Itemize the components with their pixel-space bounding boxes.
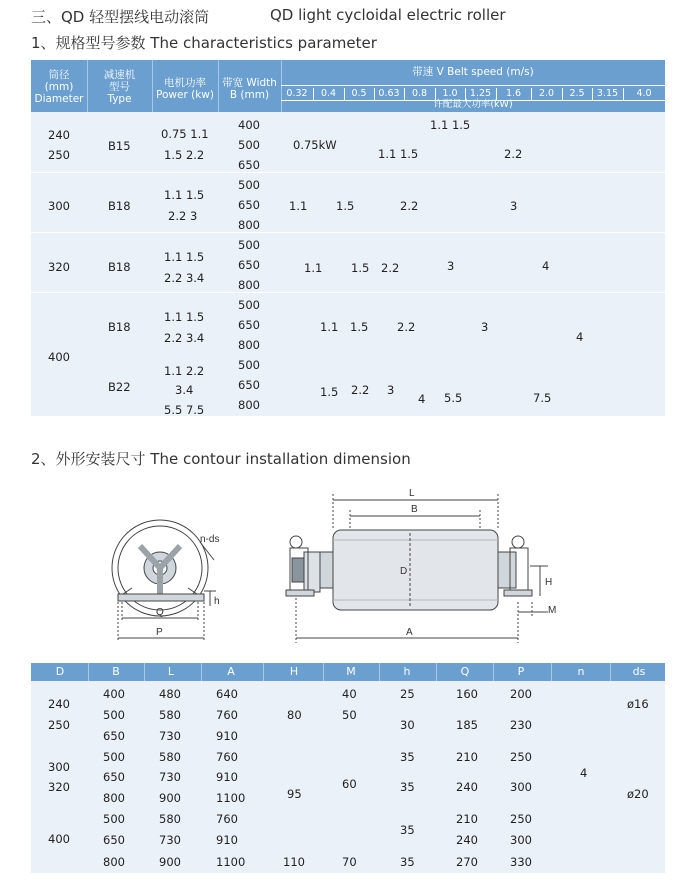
width-value: 500 — [238, 358, 260, 372]
b-value: 400 — [103, 687, 125, 701]
diameter-value: 320 — [48, 260, 70, 274]
b-value: 500 — [103, 812, 125, 826]
q-value: 240 — [456, 780, 478, 794]
width-value: 800 — [238, 398, 260, 412]
header-diameter: 筒径 (mm) Diameter — [34, 69, 84, 105]
label-h-small: h — [214, 596, 220, 607]
q-value: 210 — [456, 812, 478, 826]
h-small-value: 35 — [400, 823, 415, 837]
label-l: L — [409, 488, 415, 499]
ds-value: ø20 — [627, 787, 649, 801]
label-n-ds: n-ds — [200, 534, 220, 545]
label-m: M — [548, 605, 557, 616]
table2-header-q: Q — [460, 665, 470, 678]
label-q: Q — [156, 607, 164, 618]
power-at-speed: 1.1 1.5 — [378, 147, 419, 161]
label-d: D — [400, 566, 408, 577]
ds-value: ø16 — [627, 697, 649, 711]
power-at-speed: 0.75kW — [293, 138, 337, 152]
l-value: 900 — [159, 855, 181, 869]
power-at-speed: 5.5 — [444, 391, 463, 405]
l-value: 730 — [159, 729, 181, 743]
m-value: 40 — [342, 687, 357, 701]
speed-header-cell: 0.32 — [286, 88, 308, 99]
table2-header-h: H — [289, 665, 299, 678]
table2-header-b: B — [112, 665, 120, 678]
label-b: B — [411, 504, 418, 515]
width-value: 500 — [238, 298, 260, 312]
label-h: H — [545, 577, 553, 588]
width-value: 800 — [238, 278, 260, 292]
power-value: 2.2 3.4 — [164, 271, 205, 285]
q-value: 160 — [456, 687, 478, 701]
table2-header-l: L — [167, 665, 175, 678]
header-width: 带宽 Width B (mm) — [222, 77, 277, 101]
power-at-speed: 3 — [481, 320, 489, 334]
table2-header-ds: ds — [632, 665, 646, 678]
a-value: 910 — [216, 770, 238, 784]
l-value: 580 — [159, 708, 181, 722]
diameter-value: 400 — [48, 350, 70, 364]
a-value: 910 — [216, 833, 238, 847]
width-value: 800 — [238, 218, 260, 232]
power-at-speed: 1.5 — [350, 320, 369, 334]
width-value: 400 — [238, 118, 260, 132]
power-value: 5.5 7.5 — [164, 403, 205, 417]
installation-dimension-table — [31, 663, 665, 873]
h-small-value: 30 — [400, 718, 415, 732]
power-at-speed: 4 — [418, 392, 426, 406]
p-value: 200 — [510, 687, 532, 701]
header-power: 电机功率 Power (kw) — [156, 77, 214, 101]
b-value: 500 — [103, 708, 125, 722]
speed-header-cell: 2.5 — [569, 88, 585, 99]
b-value: 650 — [103, 770, 125, 784]
power-value: 1.1 2.2 — [164, 364, 205, 378]
diameter-value: 240 — [48, 128, 70, 142]
width-value: 500 — [238, 178, 260, 192]
h-small-value: 35 — [400, 855, 415, 869]
power-at-speed: 1.5 — [351, 261, 370, 275]
p-value: 330 — [510, 855, 532, 869]
power-at-speed: 2.2 — [351, 383, 370, 397]
speed-header-cell: 2.0 — [538, 88, 555, 99]
l-value: 730 — [159, 833, 181, 847]
header-max-power: 许配最大功率(kW) — [433, 99, 513, 110]
q-value: 185 — [456, 718, 478, 732]
width-value: 500 — [238, 238, 260, 252]
type-value: B18 — [108, 260, 131, 274]
power-at-speed: 4 — [542, 259, 550, 273]
section2-heading: 2、外形安装尺寸 The contour installation dimension — [31, 450, 411, 468]
speed-header-cell: 1.25 — [469, 88, 492, 99]
type-value: B18 — [108, 320, 131, 334]
table2-header-d: D — [55, 665, 65, 678]
width-value: 650 — [238, 198, 260, 212]
q-value: 270 — [456, 855, 478, 869]
b-value: 650 — [103, 833, 125, 847]
speed-header-cell: 0.8 — [411, 88, 428, 99]
width-value: 650 — [238, 158, 260, 172]
p-value: 300 — [510, 833, 532, 847]
power-at-speed: 1.1 — [320, 320, 339, 334]
a-value: 1100 — [216, 855, 246, 869]
a-value: 640 — [216, 687, 238, 701]
width-value: 500 — [238, 138, 260, 152]
l-value: 900 — [159, 791, 181, 805]
width-value: 800 — [238, 338, 260, 352]
side-view-drawing — [286, 494, 548, 643]
d-value: 300 — [48, 760, 70, 774]
l-value: 580 — [159, 750, 181, 764]
q-value: 240 — [456, 833, 478, 847]
installation-drawing — [100, 478, 580, 653]
type-value: B15 — [108, 139, 131, 153]
power-at-speed: 3 — [510, 199, 518, 213]
power-value: 1.1 1.5 — [164, 188, 205, 202]
m-value: 50 — [342, 708, 357, 722]
characteristics-table — [31, 60, 665, 416]
power-at-speed: 4 — [576, 330, 584, 344]
power-value: 2.2 3 — [168, 209, 198, 223]
width-value: 650 — [238, 378, 260, 392]
speed-header-cell: 0.63 — [378, 88, 400, 99]
power-at-speed: 1.1 — [304, 261, 323, 275]
header-belt-speed: 带速 V Belt speed (m/s) — [412, 66, 534, 78]
a-value: 760 — [216, 812, 238, 826]
power-at-speed: 7.5 — [533, 391, 552, 405]
q-value: 210 — [456, 750, 478, 764]
table2-header-m: M — [346, 665, 356, 678]
type-value: B22 — [108, 380, 131, 394]
m-value: 60 — [342, 777, 357, 791]
l-value: 580 — [159, 812, 181, 826]
h-value: 80 — [287, 708, 302, 722]
p-value: 250 — [510, 750, 532, 764]
table2-header-n: n — [577, 665, 585, 678]
l-value: 730 — [159, 770, 181, 784]
d-value: 250 — [48, 718, 70, 732]
power-at-speed: 1.5 — [336, 199, 355, 213]
speed-header-cell: 4.0 — [636, 88, 652, 99]
label-p: P — [156, 627, 163, 638]
power-at-speed: 1.5 — [320, 385, 339, 399]
h-value: 95 — [287, 787, 302, 801]
speed-header-cell: 1.6 — [505, 88, 522, 99]
b-value: 800 — [103, 855, 125, 869]
table2-header-p: P — [517, 665, 525, 678]
power-value: 3.4 — [175, 383, 194, 397]
p-value: 250 — [510, 812, 532, 826]
power-at-speed: 2.2 — [397, 320, 416, 334]
table2-header-h: h — [403, 665, 411, 678]
h-small-value: 35 — [400, 750, 415, 764]
d-value: 320 — [48, 780, 70, 794]
l-value: 480 — [159, 687, 181, 701]
b-value: 800 — [103, 791, 125, 805]
speed-header-cell: 1.0 — [442, 88, 458, 99]
power-value: 1.1 1.5 — [164, 250, 205, 264]
p-value: 300 — [510, 780, 532, 794]
m-value: 70 — [342, 855, 357, 869]
speed-header-cell: 0.5 — [351, 88, 367, 99]
power-value: 1.1 1.5 — [164, 310, 205, 324]
width-value: 650 — [238, 258, 260, 272]
page-title-cn: 三、QD 轻型摆线电动滚筒 — [31, 8, 210, 26]
b-value: 650 — [103, 729, 125, 743]
power-at-speed: 1.1 — [289, 199, 308, 213]
width-value: 650 — [238, 318, 260, 332]
h-value: 110 — [283, 855, 305, 869]
a-value: 760 — [216, 750, 238, 764]
h-small-value: 35 — [400, 780, 415, 794]
power-at-speed: 2.2 — [381, 261, 400, 275]
speed-header-cell: 0.4 — [320, 88, 337, 99]
power-at-speed: 1.1 1.5 — [430, 118, 471, 132]
h-small-value: 25 — [400, 687, 415, 701]
page-title-en: QD light cycloidal electric roller — [270, 6, 506, 24]
section1-heading: 1、规格型号参数 The characteristics parameter — [31, 34, 377, 52]
diameter-value: 300 — [48, 199, 70, 213]
d-value: 240 — [48, 697, 70, 711]
power-at-speed: 2.2 — [400, 199, 419, 213]
power-value: 0.75 1.1 — [161, 127, 209, 141]
a-value: 910 — [216, 729, 238, 743]
n-value: 4 — [580, 766, 588, 780]
d-value: 400 — [48, 832, 70, 846]
diameter-value: 250 — [48, 148, 70, 162]
speed-header-cell: 3.15 — [596, 88, 619, 99]
a-value: 1100 — [216, 791, 246, 805]
header-type: 减速机 型号 Type — [103, 69, 136, 105]
power-at-speed: 3 — [447, 259, 455, 273]
b-value: 500 — [103, 750, 125, 764]
power-at-speed: 3 — [387, 383, 395, 397]
power-value: 2.2 3.4 — [164, 331, 205, 345]
power-value: 1.5 2.2 — [164, 148, 205, 162]
label-a: A — [406, 627, 413, 638]
type-value: B18 — [108, 199, 131, 213]
p-value: 230 — [510, 718, 532, 732]
power-at-speed: 2.2 — [504, 147, 523, 161]
a-value: 760 — [216, 708, 238, 722]
table2-header-a: A — [227, 665, 235, 678]
